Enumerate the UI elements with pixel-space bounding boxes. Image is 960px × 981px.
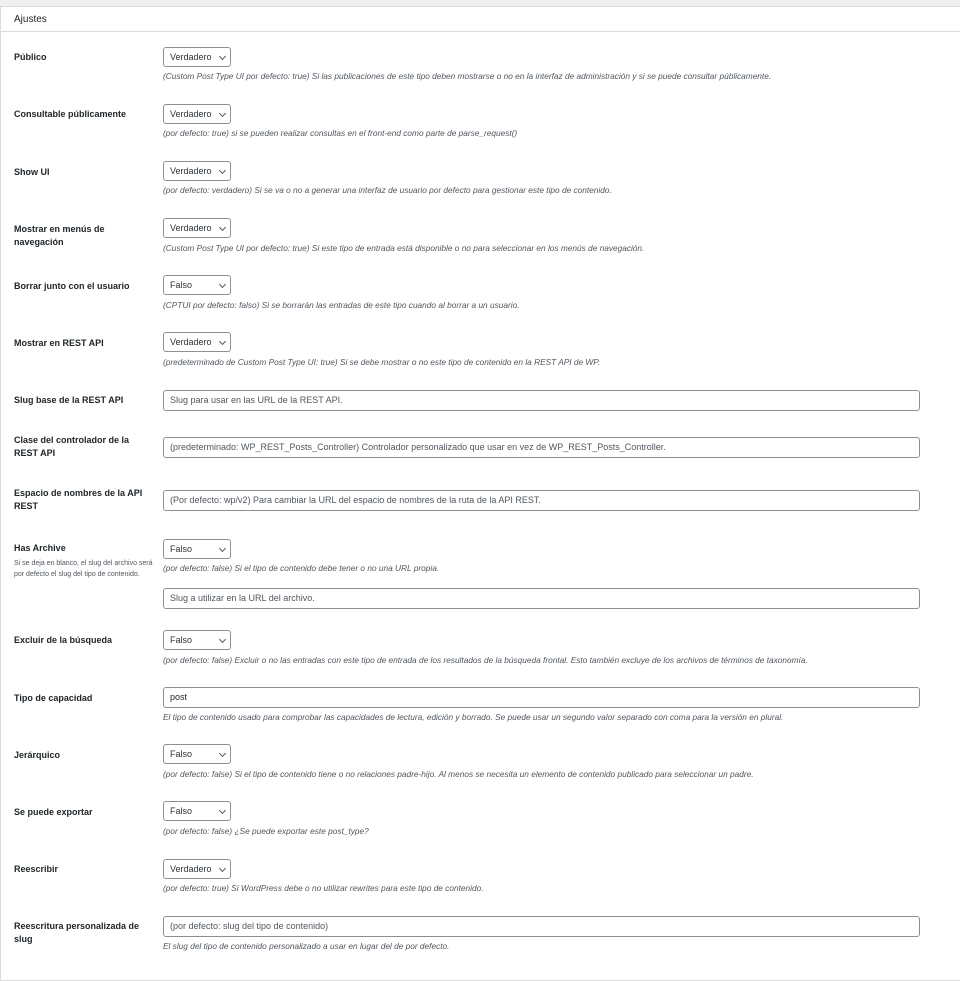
jerarquico-value: Falso <box>170 749 193 759</box>
excluir-busqueda-select[interactable] <box>163 630 231 650</box>
label-excluir-busqueda: Excluir de la búsqueda <box>14 635 113 645</box>
rest-namespace-input[interactable]: (Por defecto: wp/v2) Para cambiar la URL del espacio de nombres de la ruta de la API REST. <box>163 490 920 511</box>
chevron-down-icon <box>219 545 226 552</box>
rest-slug-input[interactable]: Slug para usar en las URL de la REST API. <box>163 390 920 411</box>
chevron-down-icon <box>219 53 226 60</box>
jerarquico-select[interactable] <box>163 744 231 764</box>
label-rewrite-slug: Reescritura personalizada de slug <box>14 921 140 944</box>
rest-api-select[interactable] <box>163 332 231 352</box>
has-archive-note: Si se deja en blanco, el slug del archivo será por defecto el slug del tipo de contenido. <box>14 560 153 578</box>
label-exportar: Se puede exportar <box>14 807 93 817</box>
borrar-usuario-description: (CPTUI por defecto: falso) Si se borrarán las entradas de este tipo cuando al borrar a un usuario. <box>163 300 520 310</box>
show-ui-value: Verdadero <box>170 166 212 176</box>
label-borrar-usuario: Borrar junto con el usuario <box>14 281 130 291</box>
consultable-value: Verdadero <box>170 109 212 119</box>
section-title: Ajustes <box>1 7 960 32</box>
menus-nav-description: (Custom Post Type UI por defecto: true) Si este tipo de entrada está disponible o no para seleccionar en los menús de navegación. <box>163 243 645 253</box>
publico-value: Verdadero <box>170 52 212 62</box>
chevron-down-icon <box>219 636 226 643</box>
chevron-down-icon <box>219 865 226 872</box>
chevron-down-icon <box>219 110 226 117</box>
label-rest-controller: Clase del controlador de la REST API <box>14 435 130 458</box>
has-archive-description: (por defecto: false) Si el tipo de contenido debe tener o no una URL propia. <box>163 563 440 573</box>
menus-nav-value: Verdadero <box>170 223 212 233</box>
label-has-archive <box>14 542 154 580</box>
reescribir-description: (por defecto: true) Si WordPress debe o no utilizar rewrites para este tipo de contenido. <box>163 883 484 893</box>
borrar-usuario-select[interactable] <box>163 275 231 295</box>
exportar-select[interactable] <box>163 801 231 821</box>
reescribir-value: Verdadero <box>170 864 212 874</box>
chevron-down-icon <box>219 750 226 757</box>
label-publico: Público <box>14 52 47 62</box>
rest-api-description: (predeterminado de Custom Post Type UI: true) Si se debe mostrar o no este tipo de contenido en la REST API de WP. <box>163 357 601 367</box>
rewrite-slug-description: El slug del tipo de contenido personalizado a usar en lugar del de por defecto. <box>163 941 450 951</box>
exportar-value: Falso <box>170 806 193 816</box>
chevron-down-icon <box>219 224 226 231</box>
capacidad-input[interactable]: post <box>163 687 920 708</box>
reescribir-select[interactable] <box>163 859 231 879</box>
label-capacidad: Tipo de capacidad <box>14 693 93 703</box>
jerarquico-description: (por defecto: false) Si el tipo de contenido tiene o no relaciones padre-hijo. Al menos se necesita un elemento de contenido publicado para seleccionar un padre. <box>163 769 754 779</box>
consultable-select[interactable] <box>163 104 231 124</box>
chevron-down-icon <box>219 807 226 814</box>
menus-nav-select[interactable] <box>163 218 231 238</box>
has-archive-slug-input[interactable]: Slug a utilizar en la URL del archivo. <box>163 588 920 609</box>
rest-controller-input[interactable]: (predeterminado: WP_REST_Posts_Controller) Controlador personalizado que usar en vez de WP_REST_Posts_Controller. <box>163 437 920 458</box>
consultable-description: (por defecto: true) si se pueden realizar consultas en el front-end como parte de parse_request() <box>163 128 518 138</box>
chevron-down-icon <box>219 281 226 288</box>
publico-select[interactable] <box>163 47 231 67</box>
label-jerarquico: Jerárquico <box>14 750 61 760</box>
label-show-ui: Show UI <box>14 167 50 177</box>
chevron-down-icon <box>219 167 226 174</box>
has-archive-select[interactable] <box>163 539 231 559</box>
label-rest-api: Mostrar en REST API <box>14 338 104 348</box>
capacidad-description: El tipo de contenido usado para comprobar las capacidades de lectura, edición y borrado. Se puede usar un segundo valor separado con coma para la versión en plural. <box>163 712 784 722</box>
chevron-down-icon <box>219 338 226 345</box>
excluir-busqueda-description: (por defecto: false) Excluir o no las entradas con este tipo de entrada de los resultados de la búsqueda frontal. Esto también excluye de los archivos de términos de taxonomía. <box>163 655 808 665</box>
rewrite-slug-input[interactable]: (por defecto: slug del tipo de contenido) <box>163 916 920 937</box>
borrar-usuario-value: Falso <box>170 280 193 290</box>
label-rest-namespace: Espacio de nombres de la API REST <box>14 488 143 511</box>
has-archive-value: Falso <box>170 544 193 554</box>
label-menus-nav: Mostrar en menús de navegación <box>14 224 105 247</box>
exportar-description: (por defecto: false) ¿Se puede exportar este post_type? <box>163 826 369 836</box>
rest-api-value: Verdadero <box>170 337 212 347</box>
show-ui-description: (por defecto: verdadero) Si se va o no a generar una interfaz de usuario por defecto para gestionar este tipo de contenido. <box>163 185 612 195</box>
publico-description: (Custom Post Type UI por defecto: true) Si las publicaciones de este tipo deben mostrarse o no en la interfaz de administración y si se puede consultar públicamente. <box>163 71 772 81</box>
label-reescribir: Reescribir <box>14 864 59 874</box>
show-ui-select[interactable] <box>163 161 231 181</box>
label-rest-slug: Slug base de la REST API <box>14 395 124 405</box>
label-consultable: Consultable públicamente <box>14 109 127 119</box>
has-archive-label-text: Has Archive <box>14 543 66 553</box>
excluir-busqueda-value: Falso <box>170 635 193 645</box>
